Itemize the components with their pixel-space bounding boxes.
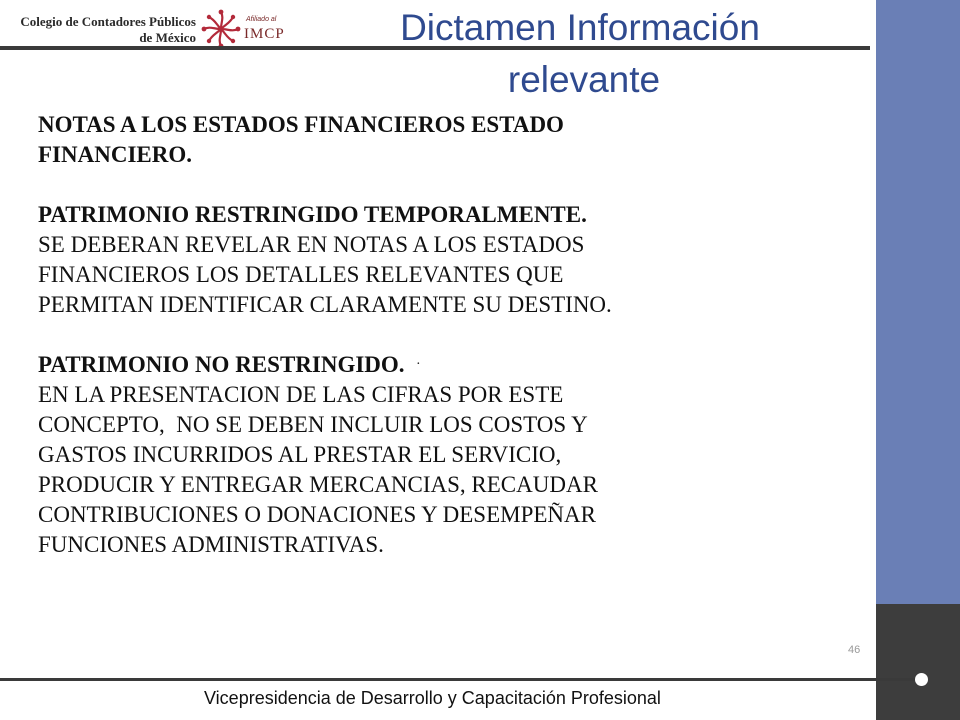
paragraph-line: PERMITAN IDENTIFICAR CLARAMENTE SU DESTINO. (38, 292, 612, 317)
imcp-emblem-icon (200, 8, 242, 50)
paragraph-line: EN LA PRESENTACION DE LAS CIFRAS POR ESTE (38, 382, 564, 407)
paragraph-line: CONTRIBUCIONES O DONACIONES Y DESEMPEÑAR (38, 502, 596, 527)
slide-body (38, 110, 838, 560)
side-bar-blue (876, 0, 960, 604)
logo-imcp: IMCP (244, 26, 285, 42)
title-line2: relevante (507, 59, 661, 100)
logo-affiliation: Afiliado al (246, 16, 277, 23)
paragraph-line: FINANCIEROS LOS DETALLES RELEVANTES QUE (38, 262, 564, 287)
logo-line2: de México (139, 30, 196, 45)
logo-line1: Colegio de Contadores Públicos (20, 14, 196, 29)
paragraph-line: FUNCIONES ADMINISTRATIVAS. (38, 532, 384, 557)
paragraph-line: SE DEBERAN REVELAR EN NOTAS A LOS ESTADOS (38, 232, 585, 257)
paragraph-line: CONCEPTO, NO SE DEBEN INCLUIR LOS COSTOS Y (38, 412, 588, 437)
heading-notas-line2: FINANCIERO. (38, 142, 192, 167)
heading-notas-line1: NOTAS A LOS ESTADOS FINANCIEROS ESTADO (38, 112, 564, 137)
heading-patrimonio-no-restringido-row (38, 350, 838, 380)
heading-mark: · (416, 357, 421, 372)
heading-patrimonio-no-restringido: PATRIMONIO NO RESTRINGIDO. (38, 352, 405, 377)
footer-dot (915, 673, 928, 686)
footer-rule (0, 678, 922, 681)
page-number: 46 (848, 644, 861, 656)
footer-text: Vicepresidencia de Desarrollo y Capacitación Profesional (204, 688, 661, 708)
page-title (300, 4, 860, 100)
side-bar-dark (876, 604, 960, 720)
paragraph-line: GASTOS INCURRIDOS AL PRESTAR EL SERVICIO, (38, 442, 562, 467)
heading-patrimonio-restringido: PATRIMONIO RESTRINGIDO TEMPORALMENTE. (38, 202, 587, 227)
title-line1: Dictamen Información (400, 7, 760, 48)
logo-text (6, 14, 196, 46)
paragraph-line: PRODUCIR Y ENTREGAR MERCANCIAS, RECAUDAR (38, 472, 598, 497)
